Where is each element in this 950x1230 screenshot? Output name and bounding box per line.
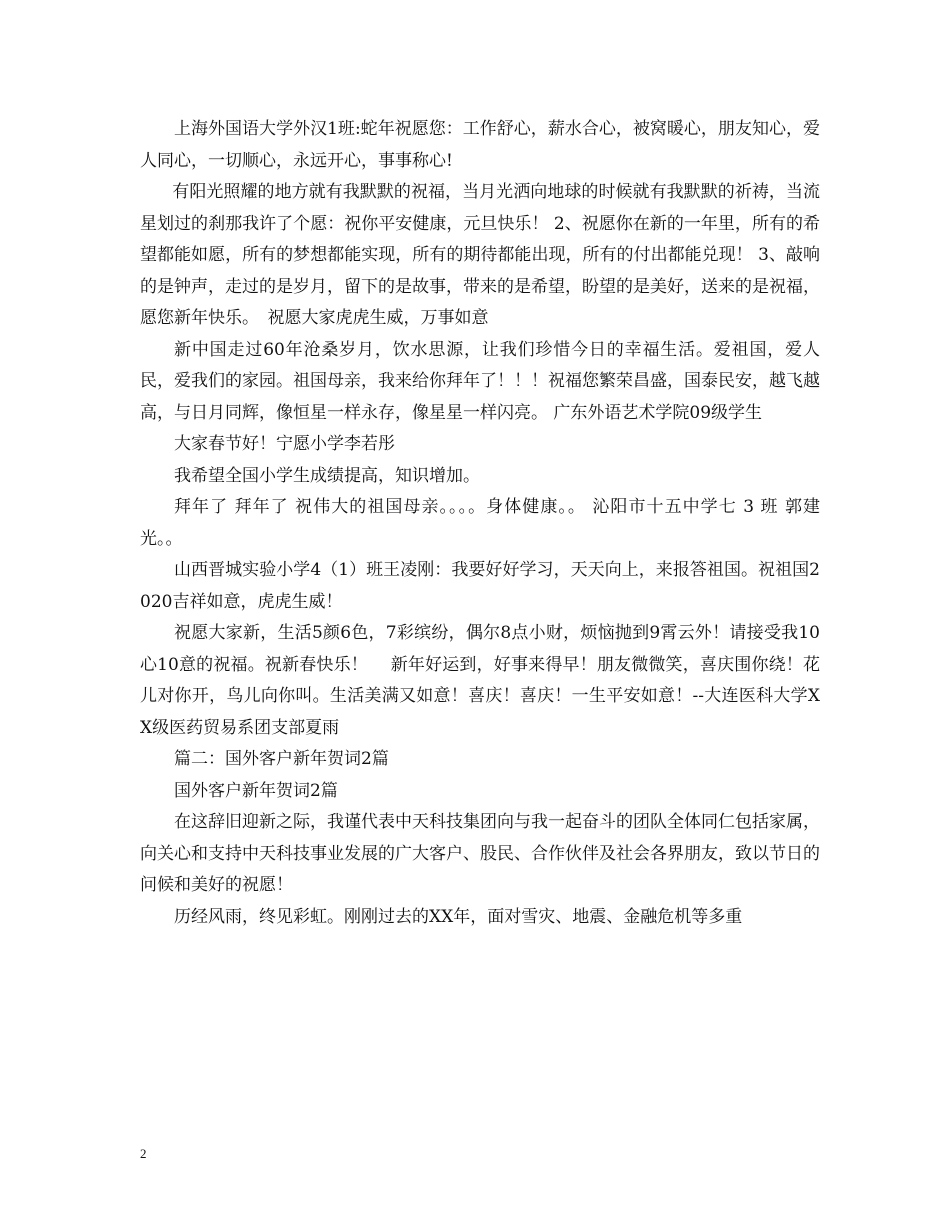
paragraph-6: 拜年了 拜年了 祝伟大的祖国母亲。。。。身体健康。。 沁阳市十五中学七 3 班 郭建光。。 — [140, 497, 820, 549]
section-heading: 篇二：国外客户新年贺词2篇 — [174, 749, 389, 769]
paragraph-10: 历经风雨，终见彩虹。刚刚过去的XX年，面对雪灾、地震、金融危机等多重 — [174, 906, 743, 927]
section-subtitle: 国外客户新年贺词2篇 — [174, 780, 338, 801]
paragraph-7: 山西晋城实验小学4（1）班王凌刚：我要好好学习，天天向上，来报答祖国。祝祖国2020吉祥如意，虎虎生威！ — [140, 560, 820, 612]
paragraph-1: 上海外国语大学外汉1班:蛇年祝愿您：工作舒心，薪水合心，被窝暖心，朋友知心，爱人同心，一切顺心，永远开心，事事称心! — [140, 119, 820, 171]
paragraph-4: 大家春节好！宁愿小学李若彤 — [174, 434, 395, 454]
paragraph-2: 有阳光照耀的地方就有我默默的祝福，当月光洒向地球的时候就有我默默的祈祷，当流星划过的刹那我许了个愿：祝你平安健康，元旦快乐！ 2、祝愿你在新的一年里，所有的希望都能如愿，所有的梦想都能实现，所有的期待都能出现，所有的付出都能兑现！ 3、敲响的是钟声，走过的是岁月，留下的是故事，带来的是希望，盼望的是美好，送来的是祝福，愿您新年快乐。 祝愿大家虎虎生威，万事如意 — [140, 182, 820, 328]
paragraph-9: 在这辞旧迎新之际，我谨代表中天科技集团向与我一起奋斗的团队全体同仁包括家属，向关心和支持中天科技事业发展的广大客户、股民、合作伙伴及社会各界朋友，致以节日的问候和美好的祝愿！ — [140, 812, 820, 895]
paragraph-8: 祝愿大家新，生活5颜6色，7彩缤纷，偶尔8点小财，烦恼抛到9霄云外！请接受我10心10意的祝福。祝新春快乐！ 新年好运到，好事来得早！朋友微微笑，喜庆围你绕！花儿对你开，鸟儿向你叫。生活美满又如意！喜庆！喜庆！一生平安如意！--大连医科大学XX级医药贸易系团支部夏雨 — [140, 623, 820, 738]
paragraph-5: 我希望全国小学生成绩提高，知识增加。 — [174, 465, 480, 486]
page-number: 2 — [140, 1146, 147, 1161]
paragraph-3: 新中国走过60年沧桑岁月，饮水思源，让我们珍惜今日的幸福生活。爱祖国，爱人民，爱我们的家园。祖国母亲，我来给你拜年了！！！祝福您繁荣昌盛，国泰民安，越飞越高，与日月同辉，像恒星一样永存，像星星一样闪亮。 广东外语艺术学院09级学生 — [140, 339, 820, 423]
document-body — [140, 114, 820, 933]
